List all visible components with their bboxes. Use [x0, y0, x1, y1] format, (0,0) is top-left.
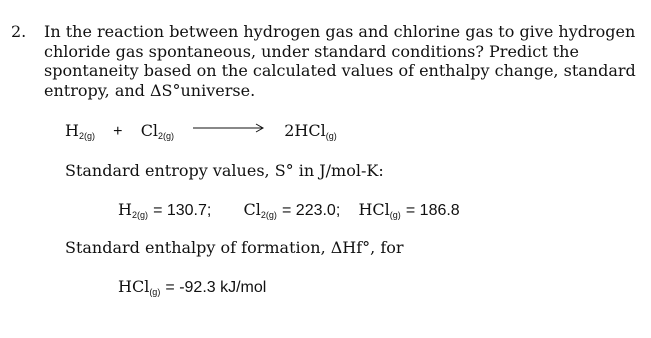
- question-line-4: entropy, and ΔS°universe.: [44, 80, 256, 100]
- plus-sign: +: [113, 123, 123, 140]
- entropy-values: [118, 200, 460, 225]
- question-number: 2.: [11, 22, 27, 41]
- question-text: [44, 22, 644, 100]
- question-line-1: In the reaction between hydrogen gas and chlorine gas to give hydrogen: [44, 22, 636, 41]
- enthalpy-values: [118, 277, 266, 302]
- reaction-equation: [65, 121, 337, 146]
- question-line-2: chloride gas spontaneous, under standard conditions? Predict the: [44, 41, 579, 61]
- enthalpy-hcl: HCl$_{(g)}$ = -92.3 kJ/mol: [118, 277, 267, 297]
- entropy-heading: Standard entropy values, S° in J/mol-K:: [65, 161, 384, 180]
- reaction-arrow-icon: [193, 123, 265, 133]
- question-line-3: spontaneity based on the calculated values of enthalpy change, standard: [44, 61, 636, 80]
- entropy-cl2: $Cl_{2(g)} = 223.0$;: [243, 200, 341, 220]
- entropy-h2: $H_{2(g)} = 130.7$;: [118, 200, 212, 220]
- enthalpy-heading: Standard enthalpy of formation, ΔHf°, for: [65, 238, 404, 257]
- reactant-chlorine: $Cl_{2(g)}$: [140, 121, 175, 141]
- reactant-hydrogen: $H_{2(g)}$: [65, 121, 95, 141]
- entropy-hcl: HCl$_{(g)}$ = 186.8: [358, 200, 460, 220]
- product-hcl: 2HCl$_{(g)}$: [284, 121, 337, 141]
